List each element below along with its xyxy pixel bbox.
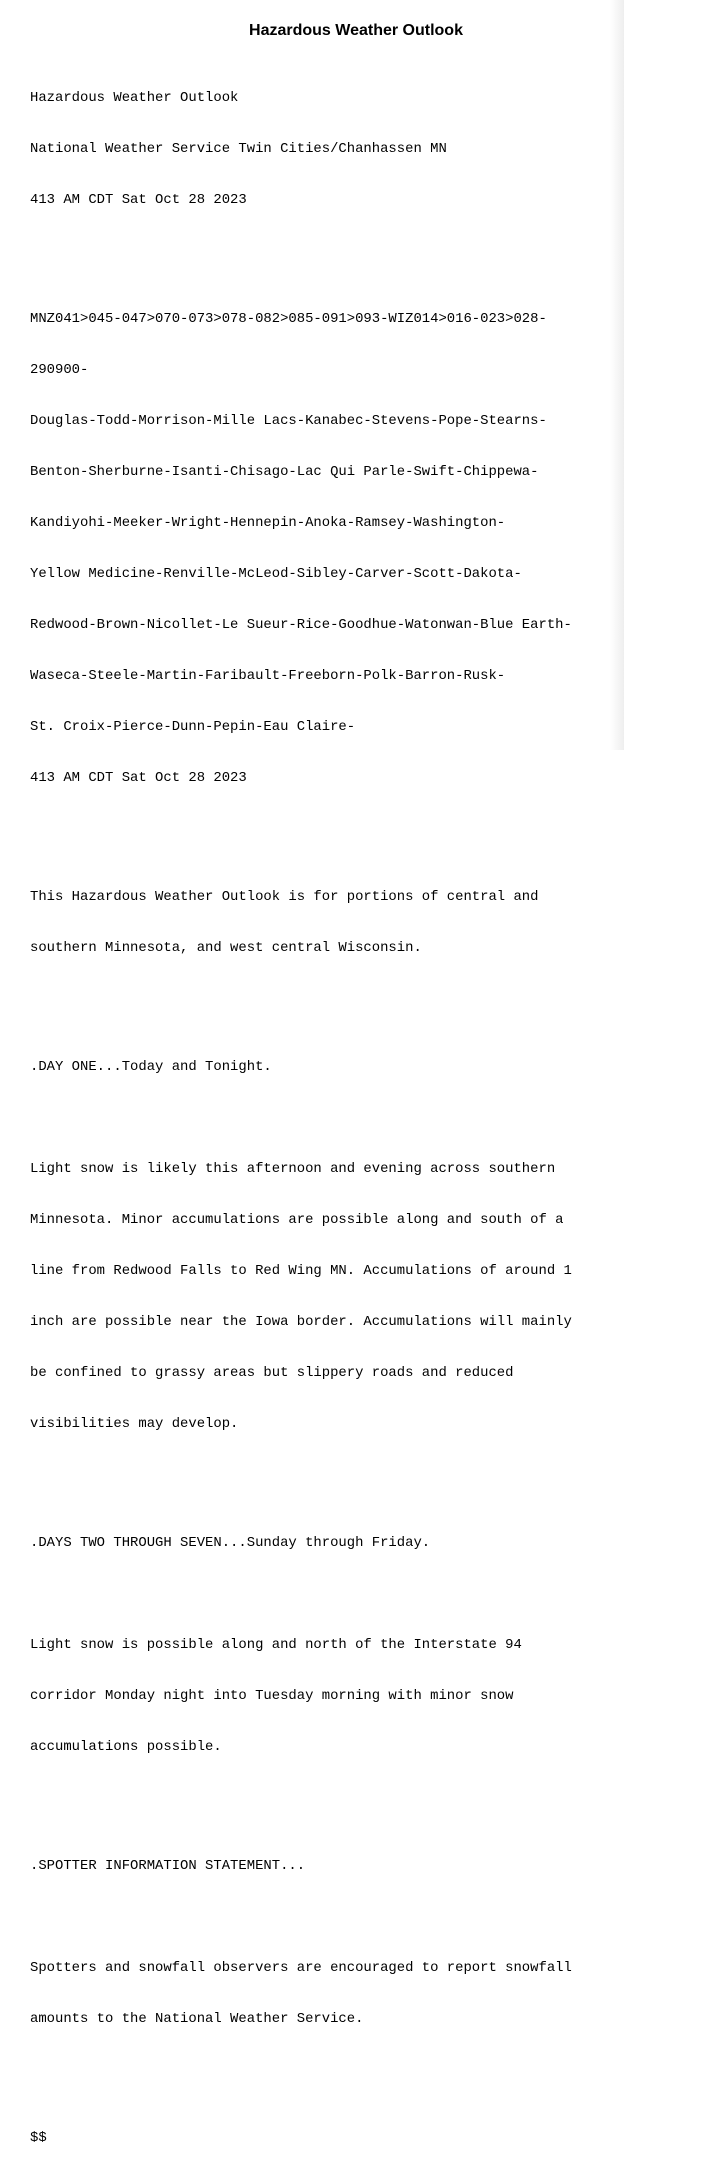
blank-line xyxy=(30,2062,572,2079)
blank-line xyxy=(30,1790,572,1807)
day-one-line: Minnesota. Minor accumulations are possible along and south of a xyxy=(30,1212,564,1228)
outlook-text xyxy=(30,56,572,2181)
intro-line: This Hazardous Weather Outlook is for portions of central and xyxy=(30,889,539,905)
day-one-line: be confined to grassy areas but slippery roads and reduced xyxy=(30,1365,514,1381)
blank-line xyxy=(30,821,572,838)
day-one-line: visibilities may develop. xyxy=(30,1416,239,1432)
days-two-seven-line: Light snow is possible along and north of the Interstate 94 xyxy=(30,1637,522,1653)
intro-line: southern Minnesota, and west central Wisconsin. xyxy=(30,940,422,956)
days-two-seven-heading: .DAYS TWO THROUGH SEVEN...Sunday through Friday. xyxy=(30,1535,431,1551)
blank-line xyxy=(30,243,572,260)
spotter-line: amounts to the National Weather Service. xyxy=(30,2011,364,2027)
issue-time: 413 AM CDT Sat Oct 28 2023 xyxy=(30,192,247,208)
zone-names-line: Redwood-Brown-Nicollet-Le Sueur-Rice-Goodhue-Watonwan-Blue Earth- xyxy=(30,617,572,633)
zone-names-line: Kandiyohi-Meeker-Wright-Hennepin-Anoka-Ramsey-Washington- xyxy=(30,515,506,531)
zone-codes-line: MNZ041>045-047>070-073>078-082>085-091>093-WIZ014>016-023>028- xyxy=(30,311,547,327)
zone-names-line: Douglas-Todd-Morrison-Mille Lacs-Kanabec-Stevens-Pope-Stearns- xyxy=(30,413,547,429)
zone-issue-time: 413 AM CDT Sat Oct 28 2023 xyxy=(30,770,247,786)
day-one-line: line from Redwood Falls to Red Wing MN. Accumulations of around 1 xyxy=(30,1263,572,1279)
end-marker: $$ xyxy=(30,2130,47,2146)
day-one-heading: .DAY ONE...Today and Tonight. xyxy=(30,1059,272,1075)
blank-line xyxy=(30,1586,572,1603)
right-edge-shadow xyxy=(610,0,624,750)
page-title: Hazardous Weather Outlook xyxy=(249,22,463,39)
spotter-heading: .SPOTTER INFORMATION STATEMENT... xyxy=(30,1858,306,1874)
blank-line xyxy=(30,1909,572,1926)
zone-codes-expiration: 290900- xyxy=(30,362,89,378)
zone-names-line: Benton-Sherburne-Isanti-Chisago-Lac Qui Parle-Swift-Chippewa- xyxy=(30,464,539,480)
day-one-line: Light snow is likely this afternoon and evening across southern xyxy=(30,1161,556,1177)
days-two-seven-line: corridor Monday night into Tuesday morning with minor snow xyxy=(30,1688,514,1704)
zone-names-line: Yellow Medicine-Renville-McLeod-Sibley-Carver-Scott-Dakota- xyxy=(30,566,522,582)
blank-line xyxy=(30,1110,572,1127)
issuing-office: National Weather Service Twin Cities/Chanhassen MN xyxy=(30,141,447,157)
day-one-line: inch are possible near the Iowa border. Accumulations will mainly xyxy=(30,1314,572,1330)
zone-names-line: Waseca-Steele-Martin-Faribault-Freeborn-Polk-Barron-Rusk- xyxy=(30,668,506,684)
zone-names-line: St. Croix-Pierce-Dunn-Pepin-Eau Claire- xyxy=(30,719,356,735)
product-name: Hazardous Weather Outlook xyxy=(30,90,239,106)
days-two-seven-line: accumulations possible. xyxy=(30,1739,222,1755)
spotter-line: Spotters and snowfall observers are encouraged to report snowfall xyxy=(30,1960,572,1976)
blank-line xyxy=(30,991,572,1008)
blank-line xyxy=(30,1467,572,1484)
